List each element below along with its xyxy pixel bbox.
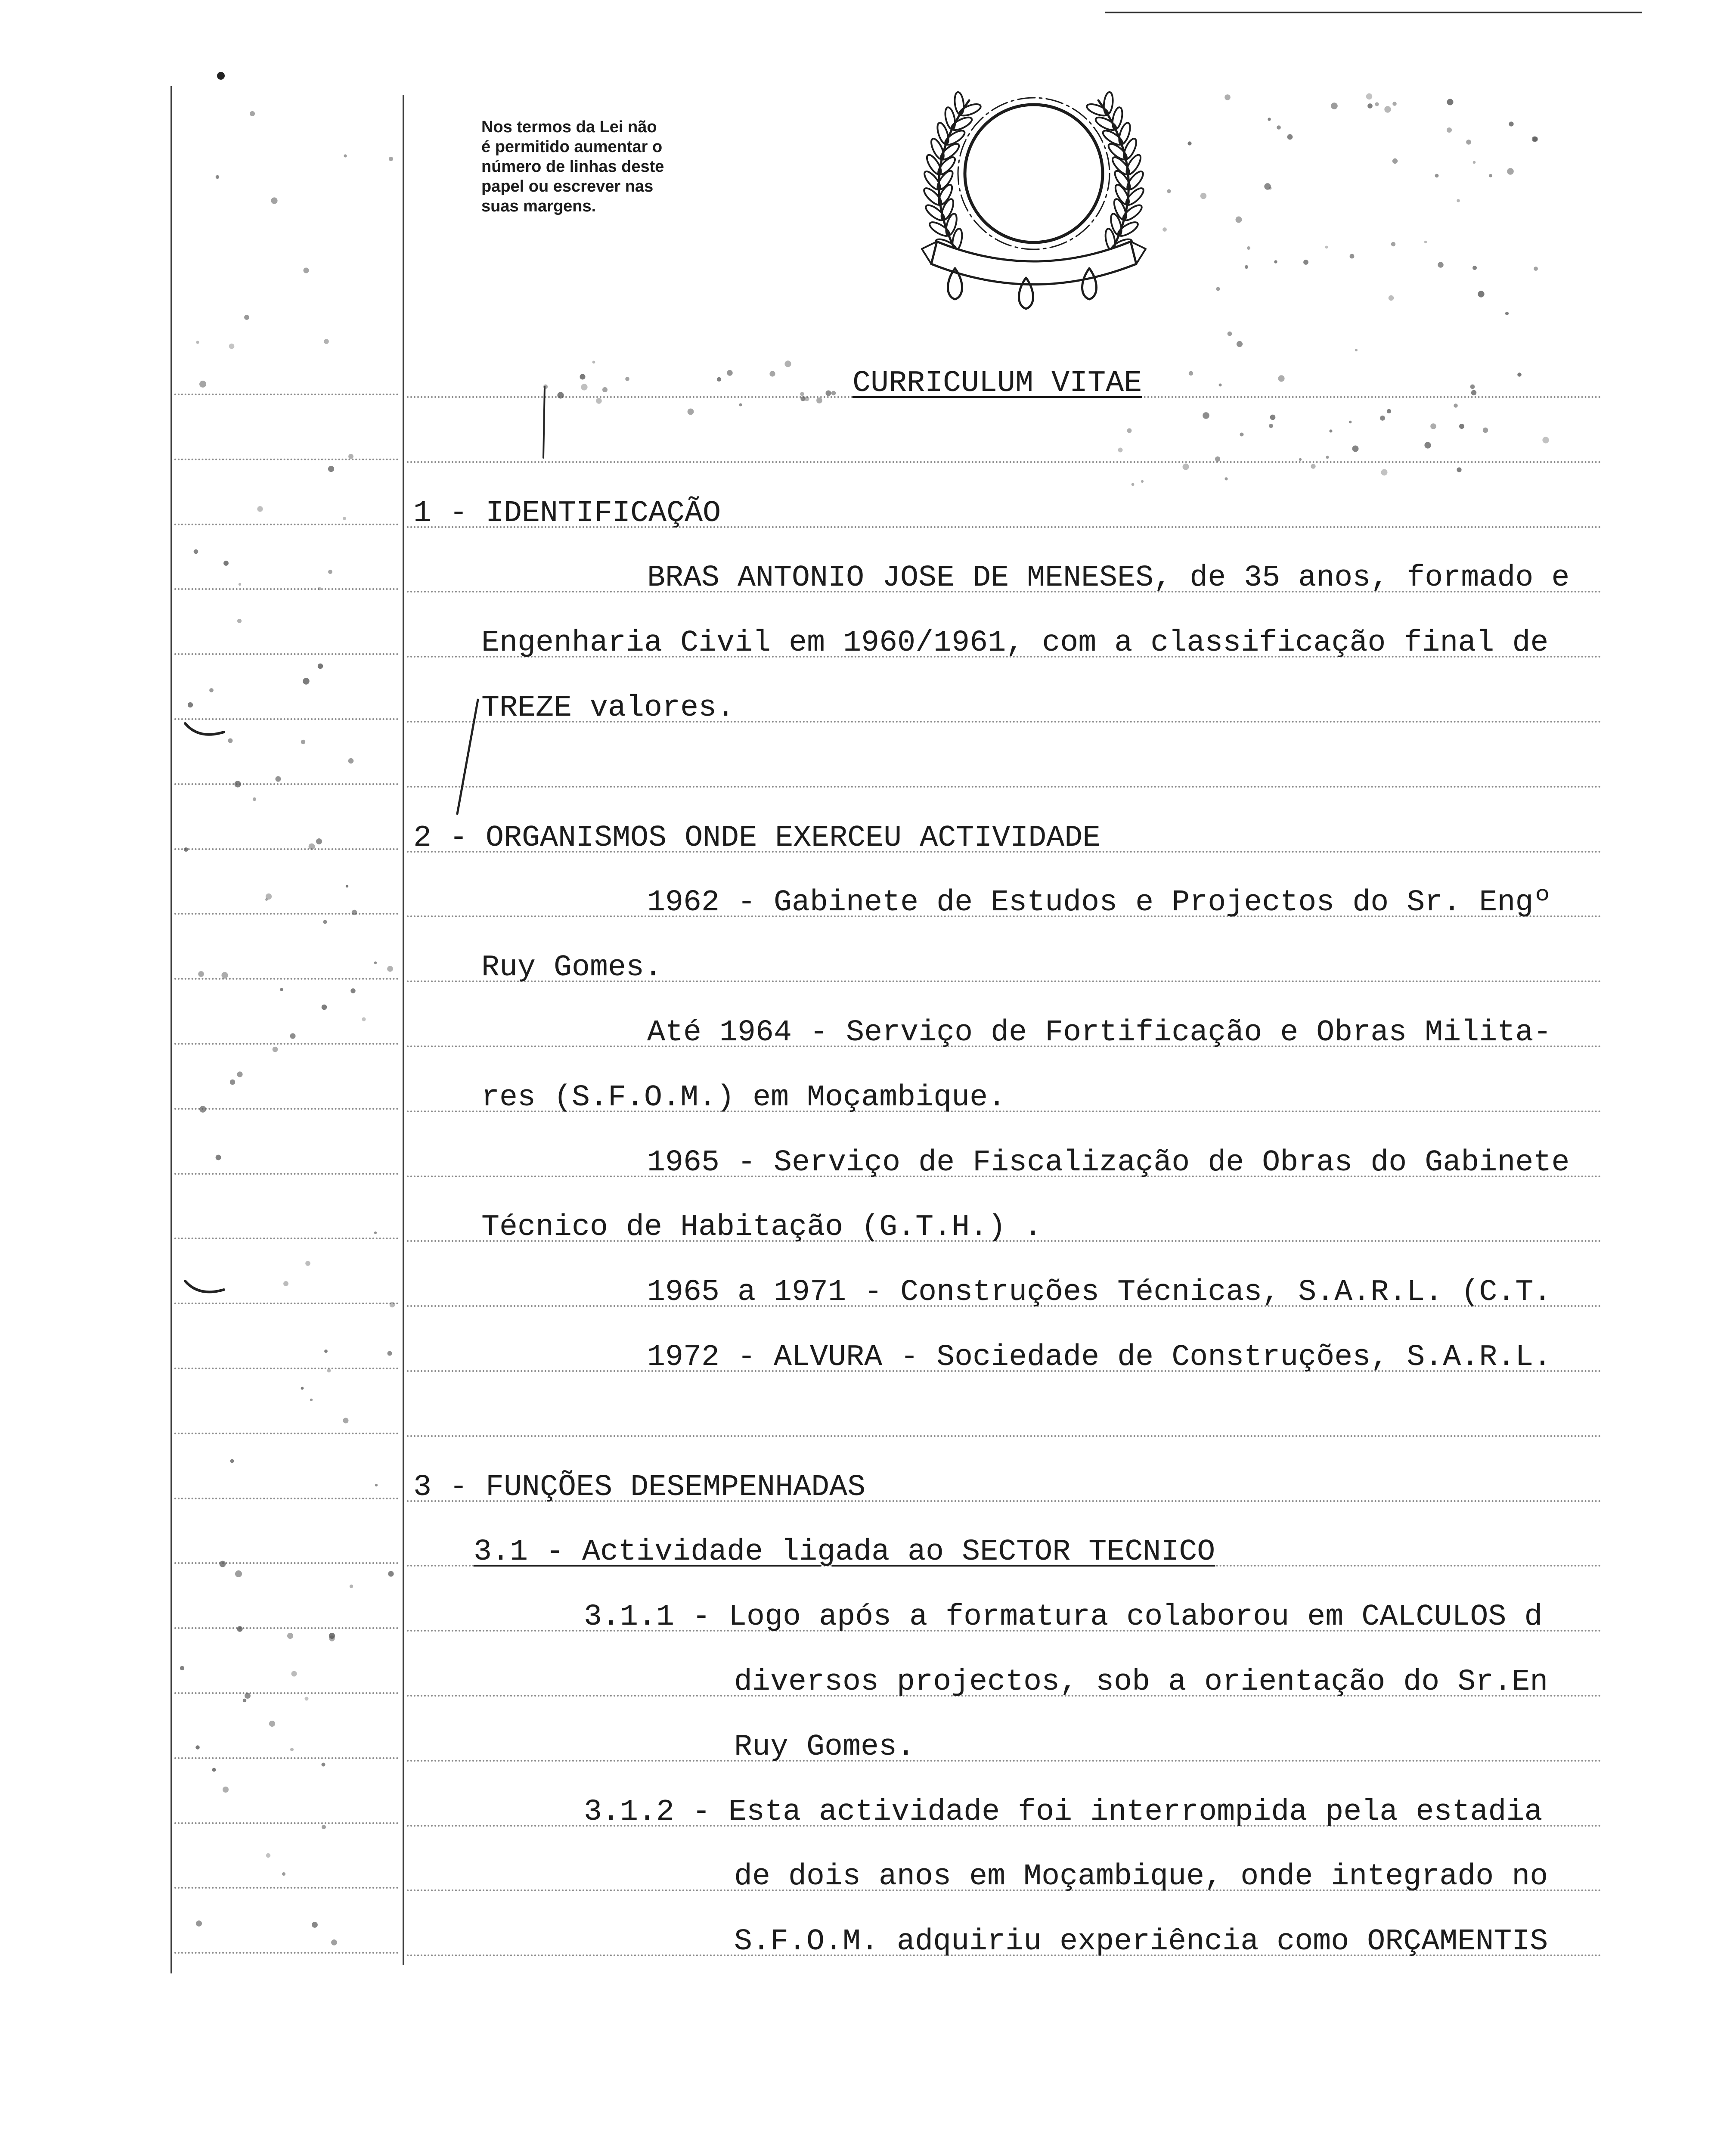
scan-speckle [1534,267,1538,271]
scan-speckle [784,360,791,367]
scan-speckle [1118,448,1123,453]
scan-speckle [1349,421,1352,424]
scan-speckle [1216,287,1220,291]
scan-speckle [1375,102,1379,106]
scan-speckle [1447,99,1454,105]
scan-speckle [235,1570,242,1577]
scan-speckle [1269,424,1273,428]
scan-speckle [816,397,822,403]
scan-speckle [276,776,281,782]
scan-speckle [305,1697,309,1701]
scan-speckle [1203,412,1209,419]
scan-speckle [390,1302,395,1308]
scan-speckle [304,268,309,273]
identification-line: TREZE valores. [481,691,735,725]
scan-speckle [1299,458,1302,461]
scan-speckle [1366,93,1372,99]
scan-speckle [1517,372,1522,377]
scan-speckle [1435,174,1439,178]
scan-speckle [199,1106,206,1113]
pen-slash-mark [457,700,478,814]
scan-speckle [348,454,353,459]
scan-speckle [1277,125,1281,130]
scan-speckle [1457,467,1461,472]
scan-speckle [271,197,277,204]
scan-speckle [1381,469,1388,476]
scan-speckle [1127,428,1132,433]
scan-speckle [188,702,193,707]
scan-speckle [1505,312,1509,315]
identification-line: Engenharia Civil em 1960/1961, com a classificação final de [481,626,1549,660]
stamp-notice-line: é permitido aumentar o [481,138,663,156]
scan-speckle [581,384,587,390]
scan-speckle [328,466,334,472]
scan-speckle [1245,265,1248,269]
scan-speckle [1542,437,1549,443]
scan-speckle [245,1693,251,1699]
stamp-notice-line: suas margens. [481,197,596,215]
scan-speckle [196,1920,202,1927]
function-line: Ruy Gomes. [734,1730,915,1764]
scan-speckle [257,506,263,512]
scan-speckle [346,885,348,887]
function-line: diversos projectos, sob a orientação do Sr.En [734,1665,1548,1699]
identification-line: BRAS ANTONIO JOSE DE MENESES, de 35 anos, formado e [647,561,1570,595]
organization-entry: 1962 - Gabinete de Estudos e Projectos do Sr. Engº [647,886,1552,920]
scan-speckle [1287,134,1293,140]
scan-speckle [244,315,249,320]
section-1-heading: 1 - IDENTIFICAÇÃO [413,496,721,530]
section-3-heading: 3 - FUNÇÕES DESEMPENHADAS [413,1470,866,1505]
scan-speckle [1473,161,1476,164]
scan-speckle [602,387,608,392]
scan-speckle [305,1261,310,1266]
scan-speckle [1471,390,1476,395]
scan-speckle [362,1017,366,1021]
scan-speckle [323,920,327,924]
scan-speckle [1247,246,1250,250]
scan-speckle [826,391,831,396]
scan-speckle [580,374,586,380]
scan-speckle [688,409,694,415]
scan-speckle [195,1745,200,1750]
scan-speckle [625,377,629,381]
scan-speckle [327,1369,331,1373]
scan-speckle [1331,102,1338,109]
scan-speckle [1326,456,1329,459]
scan-speckle [223,561,229,566]
scan-speckle [239,583,241,586]
scan-speckle [328,570,332,574]
scan-speckle [1200,193,1206,199]
stamp-notice-line: papel ou escrever nas [481,177,654,195]
scan-speckle [1384,106,1391,112]
scan-speckle [1162,227,1167,232]
scan-speckle [343,1418,349,1424]
scan-speckle [352,910,357,915]
scan-speckle [303,678,309,684]
scan-speckle [1392,102,1397,106]
stamp-notice-line: Nos termos da Lei não [481,118,657,136]
scan-speckle [282,1872,285,1876]
scan-speckle [237,619,242,623]
scan-speckle [1240,433,1244,437]
scan-speckle [543,385,548,389]
scan-speckle [1264,183,1271,189]
stamp-notice-line: número de linhas deste [481,158,664,176]
scan-speckle [1167,189,1171,193]
scan-speckle [1430,423,1436,429]
scan-speckle [1454,403,1458,408]
scan-speckle [290,1033,296,1039]
scan-speckle [1187,141,1191,145]
scan-speckle [283,1281,288,1286]
scan-speckle [291,1671,297,1677]
scan-speckle [727,370,732,375]
scan-speckle [1274,260,1277,263]
scan-speckle [309,844,315,850]
scan-speckle [230,1459,234,1463]
scan-speckle [228,738,233,743]
scan-speckle [223,1787,229,1793]
scan-speckle [831,391,836,396]
scan-speckle [250,111,255,116]
margin-tick-mark [185,723,224,735]
scan-speckle [318,664,323,669]
scan-speckle [312,1922,318,1928]
scan-speckle [318,587,321,590]
scan-speckle [1228,332,1232,336]
scan-speckle [1392,158,1398,164]
scan-speckle [1389,295,1394,301]
scan-speckle [1183,464,1189,470]
scan-speckle [717,377,721,382]
scan-speckle [310,1399,313,1401]
function-line: de dois anos em Moçambique, onde integrado no [734,1860,1548,1894]
scan-speckle [388,1571,394,1576]
scan-speckle [592,361,595,364]
scan-speckle [230,1080,235,1085]
scan-speckle [329,1633,335,1639]
scan-speckle [769,371,775,376]
scan-speckle [1270,415,1276,420]
scan-speckle [290,1748,294,1751]
section-2-heading: 2 - ORGANISMOS ONDE EXERCEU ACTIVIDADE [413,821,1101,855]
scan-speckle [221,972,228,978]
scan-speckle [1224,94,1231,100]
scan-speckle [1470,385,1475,389]
scan-speckle [1509,121,1513,126]
scan-speckle [324,1350,328,1353]
scan-speckle [216,1155,221,1160]
document-title: CURRICULUM VITAE [852,366,1142,400]
scan-speckle [322,1005,327,1010]
scan-speckle [1489,174,1492,177]
scan-speckle [348,758,354,764]
scan-speckle [1438,262,1443,267]
scan-speckle [374,962,377,964]
scan-speckle [1391,242,1395,246]
scan-speckle [1224,477,1228,480]
scan-speckle [1457,199,1460,202]
scan-speckle [322,1825,326,1829]
scan-speckle [739,403,742,406]
scan-speckle [316,838,322,844]
scan-speckle [196,341,199,344]
scan-speckle [388,1351,392,1356]
scan-speckle [180,1666,184,1670]
scan-speckle [269,1721,275,1727]
scan-speckle [237,1071,242,1077]
scan-speckle [216,175,220,179]
scan-speckle [324,339,329,344]
scan-speckle [1466,140,1471,145]
scan-speckle [557,392,564,398]
scan-speckle [1215,456,1220,462]
scan-speckle [1459,424,1464,429]
organization-entry: Ruy Gomes. [481,951,663,985]
scan-speckles [180,93,1552,1945]
scan-speckle [1350,254,1355,259]
function-line: S.F.O.M. adquiriu experiência como ORÇAMENTIS [734,1925,1548,1959]
scan-speckle [234,781,241,787]
scan-speckle [280,988,283,991]
scan-speckle [389,157,393,161]
scan-speckle [1189,371,1193,375]
scan-speckle [1219,384,1222,387]
scan-speckle [1447,127,1452,133]
organization-entry: 1972 - ALVURA - Sociedade de Construções, S.A.R.L. [647,1340,1552,1374]
section-3-1-subheading: 3.1 - Actividade ligada ao SECTOR TECNICO [474,1535,1215,1569]
scan-speckle [1367,103,1373,109]
scan-speckle [1329,429,1332,432]
scan-speckle [374,1232,377,1234]
scan-speckle [184,847,188,852]
organization-entry: Até 1964 - Serviço de Fortificação e Obras Milita- [647,1016,1552,1050]
scan-speckle [220,1561,226,1567]
function-line: 3.1.1 - Logo após a formatura colaborou em CALCULOS d [584,1600,1543,1634]
scan-speckle [301,1387,304,1390]
scan-speckle [343,517,346,520]
scan-speckle [198,971,204,977]
scan-speckle [1132,483,1135,486]
scan-speckle [800,396,805,401]
scan-speckle [301,740,305,744]
scan-speckle [212,1768,216,1772]
scan-speckle [1424,241,1427,243]
scan-speckle [273,1047,278,1052]
scan-speckle [1507,168,1514,175]
scan-speckle [350,988,355,993]
scan-speckle [387,966,393,972]
ink-dot [217,72,225,80]
organization-entry: res (S.F.O.M.) em Moçambique. [481,1081,1006,1115]
scan-speckle [1303,260,1308,265]
scan-speckle [287,1633,293,1639]
scan-speckle [1268,118,1271,121]
scan-speckle [253,797,256,801]
scan-speckle [199,381,206,388]
pen-vertical-mark [543,387,545,458]
scan-speckle [344,154,347,157]
scan-speckle [1237,341,1243,347]
scan-speckle [1483,428,1488,433]
scan-speckle [1387,409,1391,413]
scan-speckle [322,1763,326,1767]
scan-speckle [1352,446,1359,452]
scan-speckle [331,1939,337,1945]
scan-speckle [1278,375,1284,382]
scan-speckle [266,1853,270,1858]
scan-speckle [1478,291,1484,297]
scan-speckle [1236,217,1242,223]
function-line: 3.1.2 - Esta actividade foi interrompida pela estadia [584,1795,1543,1829]
scan-speckle [209,688,214,692]
scan-speckle [1380,416,1385,421]
scan-speckle [1532,137,1538,142]
scan-speckle [1424,442,1431,448]
organization-entry: Técnico de Habitação (G.T.H.) . [481,1210,1042,1244]
scan-speckle [375,1484,378,1486]
scan-speckle [229,344,235,349]
scan-speckle [350,1585,353,1588]
organization-entry: 1965 a 1971 - Construções Técnicas, S.A.R.L. (C.T. [647,1275,1552,1309]
scan-speckle [1325,246,1328,249]
scan-speckle [800,392,804,396]
scan-speckle [237,1626,242,1632]
organization-entry: 1965 - Serviço de Fiscalização de Obras do Gabinete [647,1146,1570,1180]
scan-speckle [1141,480,1144,483]
scan-speckle [596,398,601,403]
scan-speckle [194,549,198,554]
scan-speckle [1355,349,1358,351]
margin-tick-mark [185,1281,224,1292]
scan-speckle [1311,464,1315,468]
scan-speckle [1472,266,1477,270]
scan-speckle [265,898,268,901]
scan-speckle [243,1699,246,1702]
